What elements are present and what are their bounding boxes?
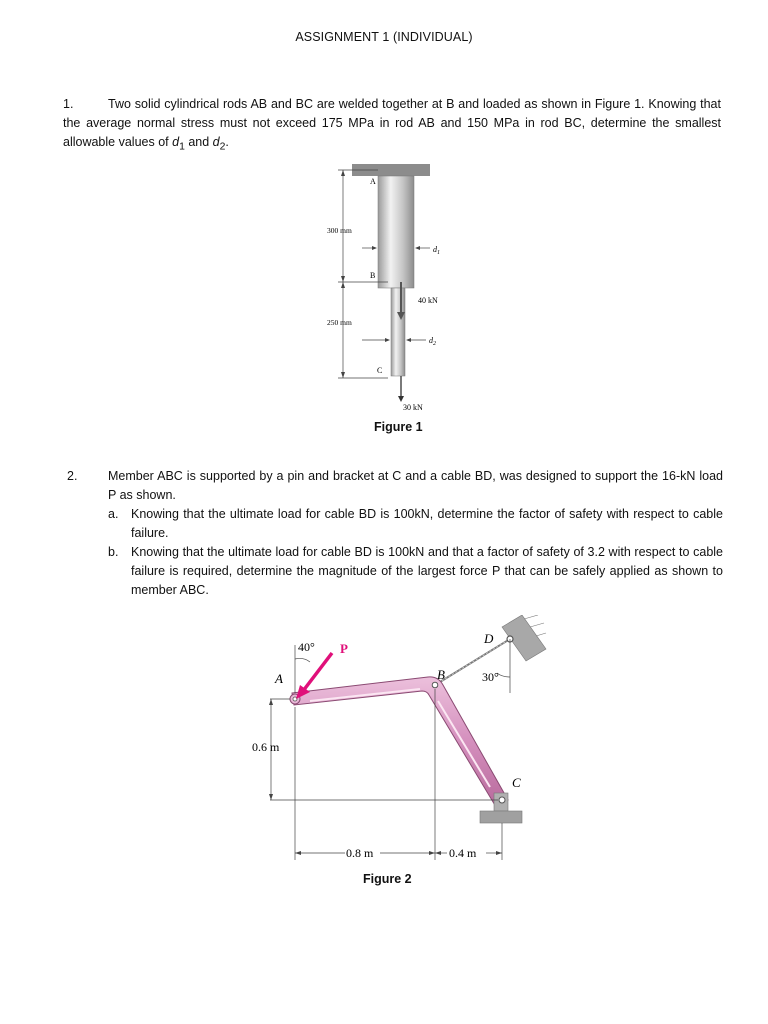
dim-height-label: 0.6 m bbox=[252, 740, 280, 754]
angle-30-label: 30° bbox=[482, 670, 499, 684]
dim-bc-label: 250 mm bbox=[327, 318, 352, 327]
question-1-end: . bbox=[225, 135, 229, 149]
question-1-text: Two solid cylindrical rods AB and BC are welded together at B and loaded as shown in Figure 1. Knowing that the average normal stress must not exceed 175 MPa in rod AB and 150 MPa in rod BC, determine the smallest allowable values of bbox=[63, 97, 721, 149]
label-p: P bbox=[340, 641, 348, 656]
figure-2-diagram bbox=[240, 615, 550, 865]
pin-c bbox=[499, 797, 505, 803]
question-2a-text: Knowing that the ultimate load for cable BD is 100kN, determine the factor of safety with respect to cable failure. bbox=[131, 507, 723, 540]
d2-subscript: 2 bbox=[219, 141, 226, 153]
label-a-fig2: A bbox=[275, 671, 283, 686]
d1-subscript: 1 bbox=[179, 141, 185, 153]
label-a: A bbox=[370, 177, 376, 186]
question-2-number: 2. bbox=[67, 469, 78, 483]
page-title: ASSIGNMENT 1 (INDIVIDUAL) bbox=[295, 30, 473, 44]
label-d-fig2: D bbox=[484, 631, 494, 646]
d1-symbol: d bbox=[172, 135, 180, 149]
d1-dimension-label: $d_1$ bbox=[433, 245, 440, 256]
load-30kn-label: 30 kN bbox=[403, 403, 423, 412]
force-p-arrow bbox=[303, 653, 332, 691]
label-c-fig2: C bbox=[512, 775, 521, 790]
d2-symbol: d bbox=[212, 135, 220, 149]
dim-04-label: 0.4 m bbox=[449, 846, 477, 860]
ground-support-c bbox=[480, 811, 522, 823]
question-1-and: and bbox=[184, 135, 213, 149]
label-b: B bbox=[370, 271, 376, 280]
label-b-fig2: B bbox=[437, 667, 445, 682]
figure-2-dimension-lines bbox=[270, 689, 502, 860]
question-2 bbox=[67, 467, 723, 600]
angle-40-label: 40° bbox=[298, 640, 315, 654]
question-1-number: 1. bbox=[63, 97, 74, 111]
figure-2-dimension-arrowheads bbox=[269, 699, 502, 855]
rod-bc bbox=[391, 288, 405, 376]
d2-dimension-label: $d_2$ bbox=[429, 336, 436, 347]
figure-2-caption: Figure 2 bbox=[363, 872, 412, 886]
question-1 bbox=[63, 95, 721, 157]
load-30kn-arrowhead bbox=[398, 396, 404, 402]
rod-ab bbox=[378, 176, 414, 288]
label-c: C bbox=[377, 366, 383, 375]
question-2a bbox=[108, 505, 723, 543]
pin-b bbox=[432, 682, 438, 688]
figure-1-diagram bbox=[300, 160, 480, 420]
question-2b-text: Knowing that the ultimate load for cable BD is 100kN and that a factor of safety of 3.2 with respect to cable failure is required, determine the magnitude of the largest force P that can be safely applied as shown to member ABC. bbox=[131, 545, 723, 597]
question-2b-letter: b. bbox=[108, 545, 119, 559]
question-2a-letter: a. bbox=[108, 507, 119, 521]
question-2-text: Member ABC is supported by a pin and bracket at C and a cable BD, was designed to support the 16-kN load P as shown. bbox=[108, 469, 723, 502]
load-40kn-label: 40 kN bbox=[418, 296, 438, 305]
member-abc bbox=[292, 677, 508, 807]
question-2b bbox=[108, 543, 723, 600]
dim-08-label: 0.8 m bbox=[346, 846, 374, 860]
figure-1-caption: Figure 1 bbox=[374, 420, 423, 434]
dim-ab-label: 300 mm bbox=[327, 226, 352, 235]
